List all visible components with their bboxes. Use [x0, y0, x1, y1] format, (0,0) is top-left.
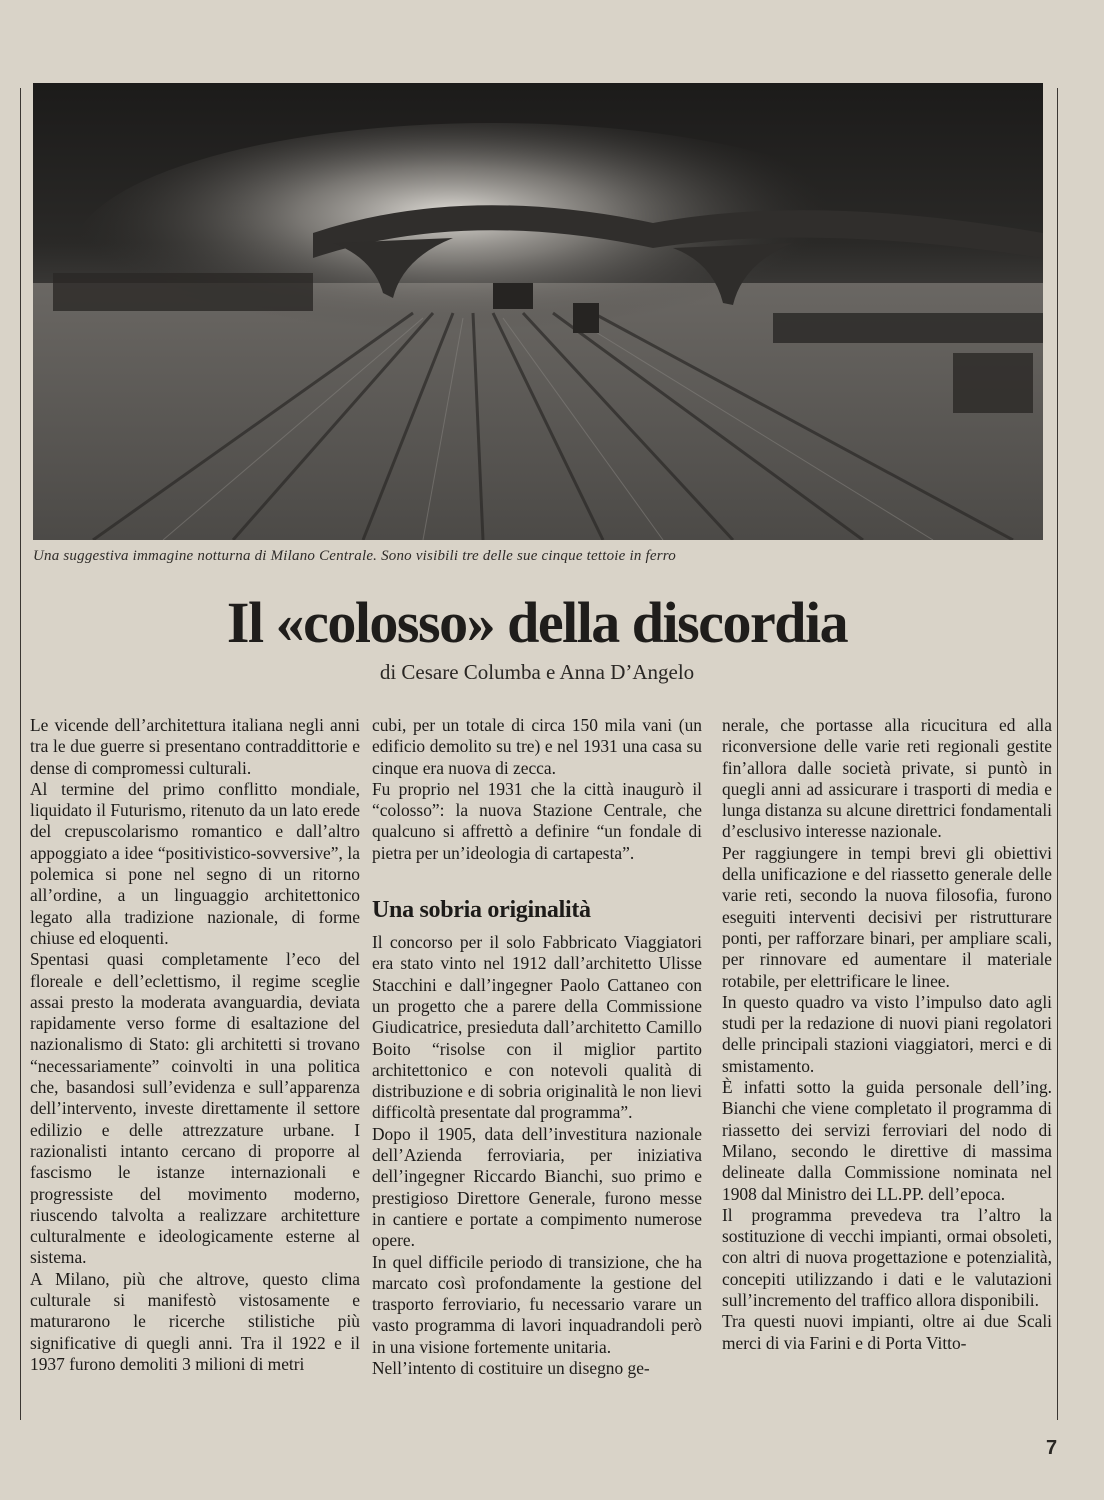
- article-byline: di Cesare Columba e Anna D’Angelo: [379, 660, 695, 684]
- article-title: Il «colosso» della discordia: [226, 590, 848, 655]
- paragraph: Nell’intento di costituire un disegno ge-: [372, 1358, 650, 1379]
- station-night-photo: [33, 83, 1043, 540]
- paragraph: Tra questi nuovi impianti, oltre ai due Scali merci di via Farini e di Porta Vitto-: [722, 1311, 1052, 1353]
- paragraph: Le vicende dell’architettura italiana negli anni tra le due guerre si presentano contraddittorie e dense di compromessi culturali.: [30, 715, 360, 778]
- text-column-2: [372, 715, 702, 1379]
- paragraph: In quel difficile periodo di transizione, che ha marcato così profondamente la gestione del trasporto ferroviario, fu necessario varare un vasto programma di lavori inquadrandoli però in una visione fortemente unitaria.: [372, 1251, 702, 1357]
- paragraph: Il programma prevedeva tra l’altro la sostituzione di vecchi impianti, ormai obsoleti, con altri di nuova progettazione e potenzialità, concepiti utilizzando i dati e le valutazioni sull’incremento del traffico allora disponibili.: [722, 1204, 1052, 1311]
- text-column-3: [722, 715, 1052, 1354]
- paragraph: cubi, per un totale di circa 150 mila vani (un edificio demolito su tre) e nel 1931 una casa su cinque era nuova di zecca.: [372, 715, 702, 778]
- section-subheading: Una sobria originalità: [372, 897, 591, 924]
- paragraph: A Milano, più che altrove, questo clima culturale si manifestò vistosamente e maturarono le ricerche stilistiche più significative di quegli anni. Tra il 1922 e il 1937 furono demoliti 3 milioni di metri: [30, 1268, 360, 1374]
- paragraph: Fu proprio nel 1931 che la città inaugurò il “colosso”: la nuova Stazione Centrale, che qualcuno si affrettò a definire “un fondale di pietra per un’ideologia di cartapesta”.: [372, 778, 702, 863]
- paragraph: Il concorso per il solo Fabbricato Viaggiatori era stato vinto nel 1912 dall’architetto Ulisse Stacchini e dall’ingegner Paolo Cattaneo con un progetto che a parere della Commissione Giudicatrice, presieduta dall’architetto Camillo Boito “risolse con il miglior partito architettonico e con notevoli qualità di distribuzione e di sobria originalità le non lievi difficoltà presentate dal programma”.: [372, 932, 702, 1123]
- photo-caption: Una suggestiva immagine notturna di Milano Centrale. Sono visibili tre delle sue cinque tettoie in ferro: [33, 548, 676, 564]
- paragraph: È infatti sotto la guida personale dell’ing. Bianchi che viene completato il programma di riassetto dei servizi ferroviari del nodo di Milano, secondo le direttive di massima delineate dalla Commissione nominata nel 1908 dal Ministro dei LL.PP. dell’epoca.: [722, 1077, 1052, 1204]
- paragraph: Dopo il 1905, data dell’investitura nazionale dell’Azienda ferroviaria, per iniziativa dell’ingegner Riccardo Bianchi, suo primo e prestigioso Direttore Generale, furono messe in cantiere e portate a compimento numerose opere.: [372, 1123, 702, 1251]
- station-photo-illustration: [33, 83, 1043, 540]
- paragraph: Spentasi quasi completamente l’eco del floreale e dell’eclettismo, il regime sceglie assai presto la moderata avanguardia, deviata rapidamente verso forme di esaltazione del nazionalismo di Stato: gli architetti si trovano “necessariamente” coinvolti in una politica che, basandosi sull’evidenza e sull’apparenza dell’intervento, investe direttamente il settore edilizio e delle attrezzature urbane. I razionalisti intanto cercano di proporre al fascismo le istanze internazionali e progressiste del movimento moderno, riuscendo talvolta a realizzare architetture culturalmente e ideologicamente esterne al sistema.: [30, 949, 360, 1268]
- text-column-1: [30, 715, 360, 1375]
- paragraph: Per raggiungere in tempi brevi gli obiettivi della unificazione e del riassetto generale delle varie reti, secondo la nuova filosofia, furono eseguiti interventi decisivi per ristrutturare ponti, per rafforzare binari, per ampliare scali, per rinnovare ed aumentare il materiale rotabile, per elettrificare le linee.: [722, 842, 1052, 991]
- right-column-rule: [1057, 88, 1058, 1420]
- paragraph: Al termine del primo conflitto mondiale, liquidato il Futurismo, ritenuto da un lato erede del crepuscolarismo romantico e dall’altro appoggiato a idee “positivistico-sovversive”, la polemica si pone nel segno di un ritorno all’ordine, a un linguaggio architettonico legato alla tradizione nazionale, di forme chiuse ed eloquenti.: [30, 778, 360, 948]
- paragraph: nerale, che portasse alla ricucitura ed alla riconversione delle varie reti regionali gestite fin’allora dalle società private, si puntò in quegli anni ad assicurare i trasporti di media e lunga distanza su alcune direttrici fondamentali d’esclusivo interesse nazionale.: [722, 715, 1052, 842]
- paragraph: In questo quadro va visto l’impulso dato agli studi per la redazione di nuovi piani regolatori delle principali stazioni viaggiatori, merci e di smistamento.: [722, 991, 1052, 1076]
- left-column-rule: [20, 88, 21, 1420]
- page-number: 7: [1046, 1437, 1058, 1459]
